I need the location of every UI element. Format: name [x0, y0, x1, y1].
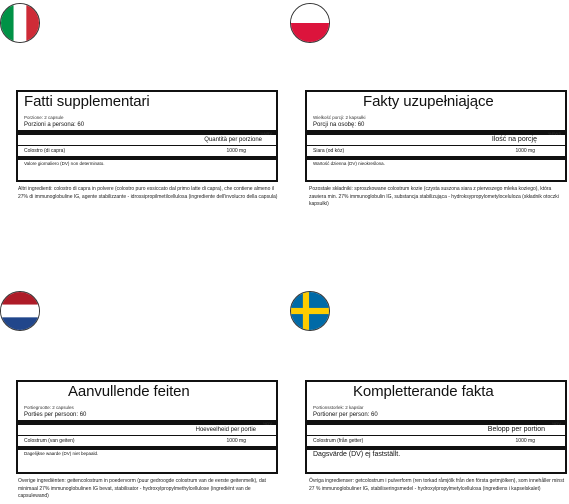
ingredient-name: Colostro (di capra) [24, 148, 66, 154]
amount-header [313, 421, 561, 434]
nrv-label: %DV [262, 421, 272, 426]
daily-value-note: Wartość dzienna (DV) nieokreślona. [313, 161, 385, 166]
ingredient-amount: 1000 mg [515, 148, 535, 154]
flag-stripe [291, 4, 329, 23]
serving-size: Portiegrootte: 2 capsules [24, 405, 74, 410]
label-title: Aanvullende feiten [68, 383, 190, 400]
amount-per-serving-label: Quantità per porzione [204, 137, 262, 143]
daily-value-note: Dagsvärde (DV) ej fastställt. [313, 451, 401, 458]
flag-stripe [1, 317, 39, 330]
italy-flag-icon [0, 3, 40, 43]
other-ingredients: Övriga ingredienser: getcolostrum i pulverform (ren torkad råmjölk från den första getmjölken), som innehåller minst 27 % immunoglobuliner IG, stabiliseringsmedel - hydroxylpropylmetylcellulosa (ingrediens i kapselskalet) [309, 478, 565, 492]
poland-flag-icon [290, 3, 330, 43]
flag-stripe [291, 23, 329, 42]
ingredient-row [24, 146, 270, 156]
divider [18, 130, 276, 135]
ingredient-row [313, 146, 559, 156]
servings-per-person: Porties per persoon: 60 [24, 412, 87, 418]
ingredient-row [313, 436, 559, 446]
label-title: Kompletterande fakta [353, 383, 494, 400]
serving-size: Porzione: 2 capsule [24, 115, 64, 120]
supplement-facts-label [305, 90, 567, 182]
daily-value-note: Valore giornaliero (DV) non determinato. [24, 161, 105, 166]
daily-value-note: Dagelijkse waarde (DV) niet bepaald. [24, 451, 99, 456]
amount-per-serving-label: Hoeveelheid per portie [195, 427, 256, 433]
ingredient-amount: 1000 mg [226, 148, 246, 154]
ingredient-name: Siara (od kóz) [313, 148, 345, 154]
flag-stripe [1, 292, 39, 305]
amount-per-serving-label: Ilość na porcję [491, 136, 537, 143]
amount-header [313, 131, 561, 144]
divider [307, 130, 565, 135]
ingredient-row [24, 436, 270, 446]
panel-polish [285, 0, 569, 252]
flag-stripe [1, 4, 14, 42]
ingredient-name: Colostrum (från getter) [313, 438, 364, 444]
other-ingredients: Pozostałe składniki: sproszkowane colostrum kozie (czysta suszona siara z pierwszego mleka koziego), która zawiera min. 27% immunoglobulin IG, substancja stabilizująca - hydroksypropylometyloceluloza (składnik otoczki kapsułki) [309, 186, 559, 207]
ingredient-amount: 1000 mg [226, 438, 246, 444]
label-title: Fakty uzupełniające [363, 93, 494, 110]
nrv-label: %DV [551, 421, 561, 426]
panel-italian [0, 0, 284, 252]
flag-stripe [26, 4, 39, 42]
supplement-facts-label [16, 90, 278, 182]
nrv-label: %NRV [260, 131, 272, 136]
serving-size: Wielkość porcji: 2 kapsułki [313, 115, 366, 120]
servings-per-person: Porzioni a persona: 60 [24, 122, 85, 128]
ingredient-amount: 1000 mg [515, 438, 535, 444]
flag-stripe [14, 4, 27, 42]
amount-header [24, 131, 272, 144]
nrv-label: %RWS [548, 131, 561, 136]
divider [307, 420, 565, 425]
amount-header [24, 421, 272, 434]
other-ingredients: Altri ingredienti: colostro di capra in polvere (colostro puro essiccato dal primo latte di capra), che contiene almeno il 27% di immunoglobuline IG, agente stabilizzante - idrossipropilmetilcellulosa (ingrediente dell'involucro della capsula) [18, 186, 278, 200]
supplement-facts-label [305, 380, 567, 474]
netherlands-flag-icon [0, 291, 40, 331]
panel-dutch [0, 252, 284, 504]
servings-per-person: Porcji na osobę: 60 [313, 122, 365, 128]
other-ingredients: Overige ingrediënten: geitencolostrum in poedervorm (puur gedroogde colostrum van de eerste geitenmelk), dat minimaal 27% immunoglobulinen IG bevat, stabilisator - hydroxylpropylmethylcellulose (ingrediënt van de capsulewand) [18, 478, 266, 499]
supplement-facts-label [16, 380, 278, 474]
flag-stripe [1, 305, 39, 318]
sweden-flag-icon [290, 291, 330, 331]
servings-per-person: Portioner per person: 60 [313, 412, 378, 418]
amount-per-serving-label: Belopp per portion [487, 426, 545, 433]
ingredient-name: Colostrum (van geiten) [24, 438, 75, 444]
serving-size: Portionsstorlek: 2 kapslar [313, 405, 364, 410]
panel-swedish [285, 252, 569, 504]
divider [18, 420, 276, 425]
label-title: Fatti supplementari [24, 93, 150, 110]
flag-cross-horizontal [291, 308, 329, 314]
